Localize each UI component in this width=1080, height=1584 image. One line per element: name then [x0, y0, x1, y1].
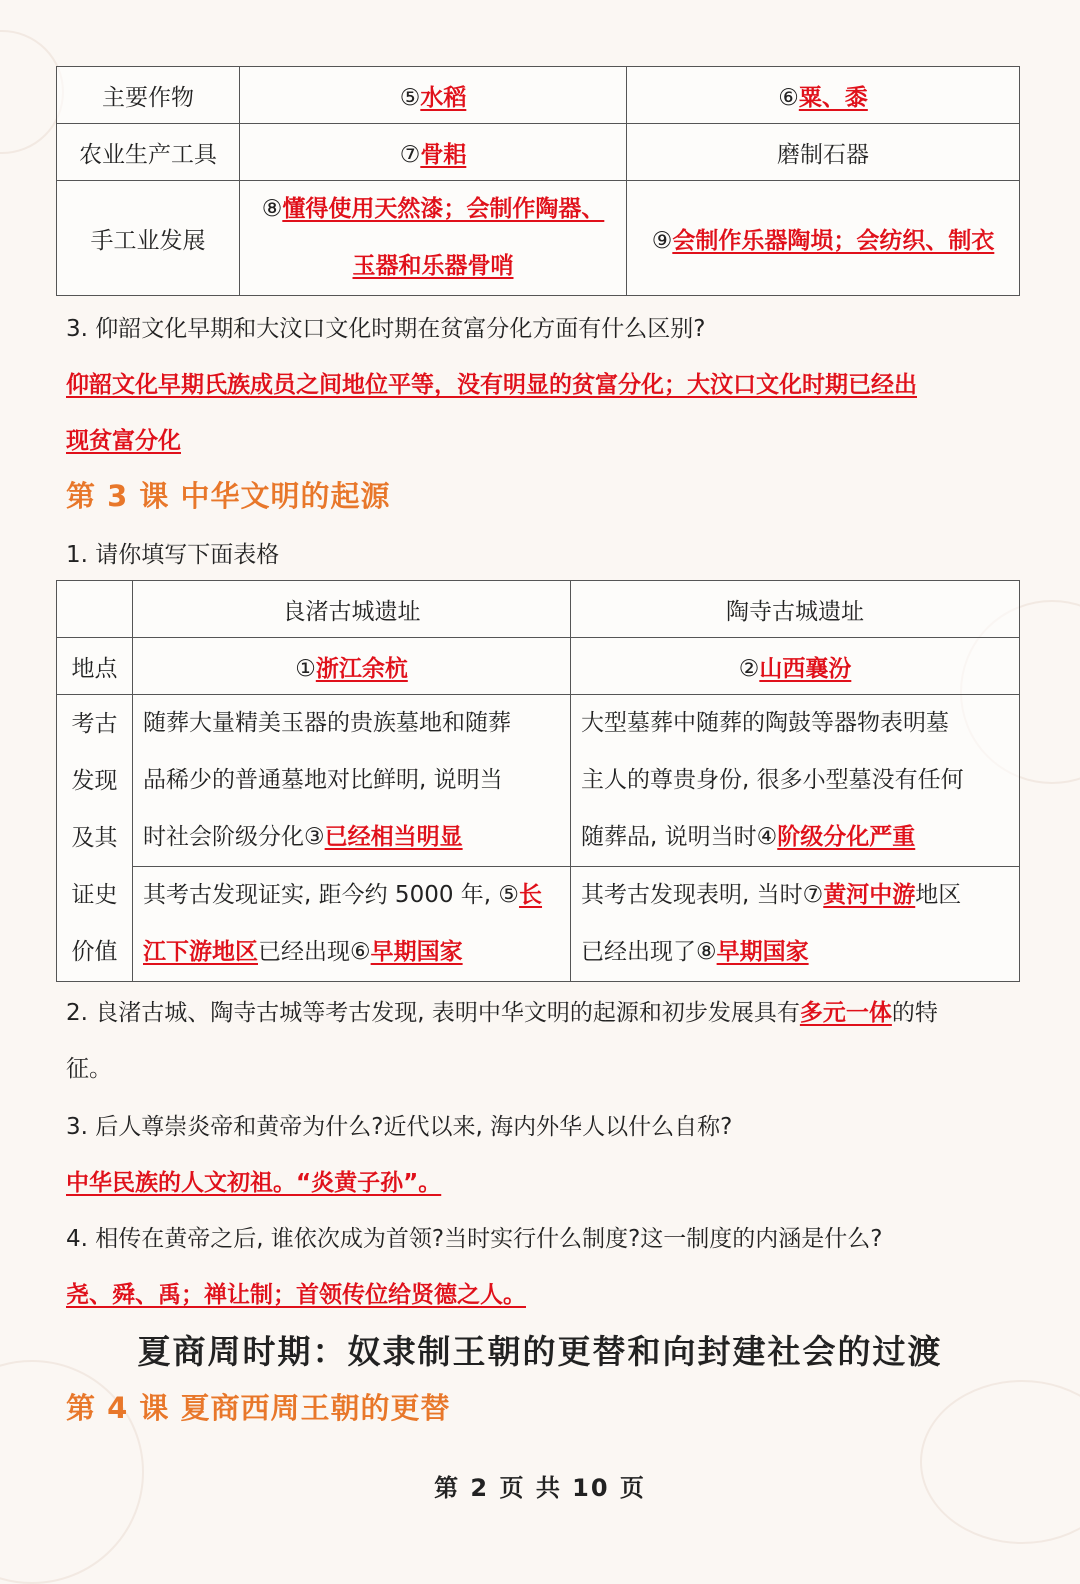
row-label: 农业生产工具	[57, 124, 240, 181]
table-cell	[571, 695, 1020, 867]
cell-text: 已经出现⑥	[258, 939, 371, 965]
table-cell	[133, 867, 571, 982]
answer-text: 粟、黍	[798, 84, 868, 111]
answer-text: 尧、舜、禹；禅让制；首领传位给贤德之人。	[66, 1282, 526, 1308]
question-text	[66, 994, 938, 1027]
row-label-part: 证史	[71, 881, 118, 908]
table-header-row	[57, 581, 1020, 638]
cell-text: 其考古发现证实, 距今约 5000 年, ⑤	[143, 882, 520, 908]
table-cell	[627, 181, 1020, 296]
cell-text: 时社会阶级分化③	[143, 824, 325, 850]
row-label: 手工业发展	[57, 181, 240, 296]
row-label-part: 考古	[71, 710, 118, 737]
table-row	[57, 181, 1020, 296]
circle-number: ⑤	[399, 84, 421, 111]
column-header: 良渚古城遗址	[133, 581, 571, 638]
table-row	[57, 638, 1020, 695]
row-label-part: 发现	[71, 767, 118, 794]
cell-text: 品稀少的普通墓地对比鲜明, 说明当	[143, 767, 503, 793]
civilization-sites-table	[56, 580, 1020, 982]
background-swirl	[0, 30, 64, 154]
circle-number: ①	[295, 655, 316, 682]
answer-text: 早期国家	[716, 939, 809, 965]
cell-text: 随葬品, 说明当时④	[581, 824, 778, 850]
lesson-title: 第 4 课 夏商西周王朝的更替	[66, 1391, 451, 1425]
answer-text: 会制作乐器陶埙；会纺织、制衣	[672, 227, 995, 254]
circle-number: ⑨	[651, 227, 673, 254]
answer-line	[66, 1276, 526, 1309]
answer-text: 水稻	[420, 84, 467, 111]
answer-text: 山西襄汾	[759, 655, 852, 682]
answer-text: 江下游地区	[143, 939, 258, 965]
answer-text: 玉器和乐器骨哨	[352, 253, 514, 279]
cell-text: 地区	[915, 882, 962, 908]
table-cell	[133, 695, 571, 867]
empty-cell	[57, 581, 133, 638]
comparison-table-neolithic	[56, 66, 1020, 296]
answer-line	[66, 1164, 441, 1197]
period-title: 夏商周时期：奴隶制王朝的更替和向封建社会的过渡	[137, 1332, 943, 1371]
question-text: 征。	[66, 1056, 112, 1082]
circle-number: ②	[738, 655, 760, 682]
circle-number: ⑦	[399, 141, 421, 168]
table-cell	[240, 67, 627, 124]
table-cell	[133, 638, 571, 695]
table-cell: 磨制石器	[627, 124, 1020, 181]
background-swirl	[920, 1380, 1080, 1544]
question-text: 1. 请你填写下面表格	[66, 542, 280, 568]
row-label: 地点	[57, 638, 133, 695]
answer-line	[66, 422, 181, 455]
row-label-part: 价值	[71, 938, 118, 965]
cell-text: 其考古发现表明, 当时⑦	[581, 882, 824, 908]
question-text: 3. 后人尊崇炎帝和黄帝为什么?近代以来, 海内外华人以什么自称?	[66, 1114, 733, 1140]
circle-number: ⑧	[261, 196, 283, 222]
answer-text: 懂得使用天然漆；会制作陶器、	[282, 196, 605, 222]
answer-text: 黄河中游	[823, 882, 916, 908]
table-cell	[240, 181, 627, 296]
table-row	[57, 124, 1020, 181]
table-cell	[240, 124, 627, 181]
answer-text: 中华民族的人文初祖。“炎黄子孙”。	[66, 1170, 442, 1196]
row-label	[57, 695, 133, 982]
cell-text: 大型墓葬中随葬的陶鼓等器物表明墓	[581, 710, 949, 736]
table-row	[57, 867, 1020, 982]
question-part: 2. 良渚古城、陶寺古城等考古发现, 表明中华文明的起源和初步发展具有	[66, 1000, 800, 1026]
column-header: 陶寺古城遗址	[571, 581, 1020, 638]
table-cell	[571, 867, 1020, 982]
answer-text: 已经相当明显	[324, 824, 463, 850]
answer-text: 早期国家	[370, 939, 463, 965]
question-part: 的特	[891, 1000, 938, 1026]
answer-text: 阶级分化严重	[777, 824, 916, 850]
answer-text: 浙江余杭	[315, 655, 408, 682]
question-text: 3. 仰韶文化早期和大汶口文化时期在贫富分化方面有什么区别?	[66, 316, 706, 342]
table-cell	[571, 638, 1020, 695]
answer-text: 多元一体	[799, 1000, 892, 1026]
answer-text: 现贫富分化	[66, 428, 181, 454]
cell-text: 主人的尊贵身份, 很多小型墓没有任何	[581, 767, 964, 793]
table-row	[57, 67, 1020, 124]
row-label-part: 及其	[71, 824, 118, 851]
table-cell	[627, 67, 1020, 124]
row-label: 主要作物	[57, 67, 240, 124]
answer-text: 长	[519, 882, 543, 908]
lesson-title: 第 3 课 中华文明的起源	[66, 479, 391, 513]
cell-text: 已经出现了⑧	[581, 939, 717, 965]
answer-text: 骨耜	[420, 141, 467, 168]
table-row	[57, 695, 1020, 867]
cell-text: 随葬大量精美玉器的贵族墓地和随葬	[143, 710, 511, 736]
circle-number: ⑥	[778, 84, 799, 111]
answer-text: 仰韶文化早期氏族成员之间地位平等，没有明显的贫富分化；大汶口文化时期已经出	[66, 372, 917, 398]
page-number: 第 2 页 共 10 页	[434, 1474, 646, 1502]
answer-line	[66, 366, 917, 399]
question-text: 4. 相传在黄帝之后, 谁依次成为首领?当时实行什么制度?这一制度的内涵是什么?	[66, 1226, 883, 1252]
